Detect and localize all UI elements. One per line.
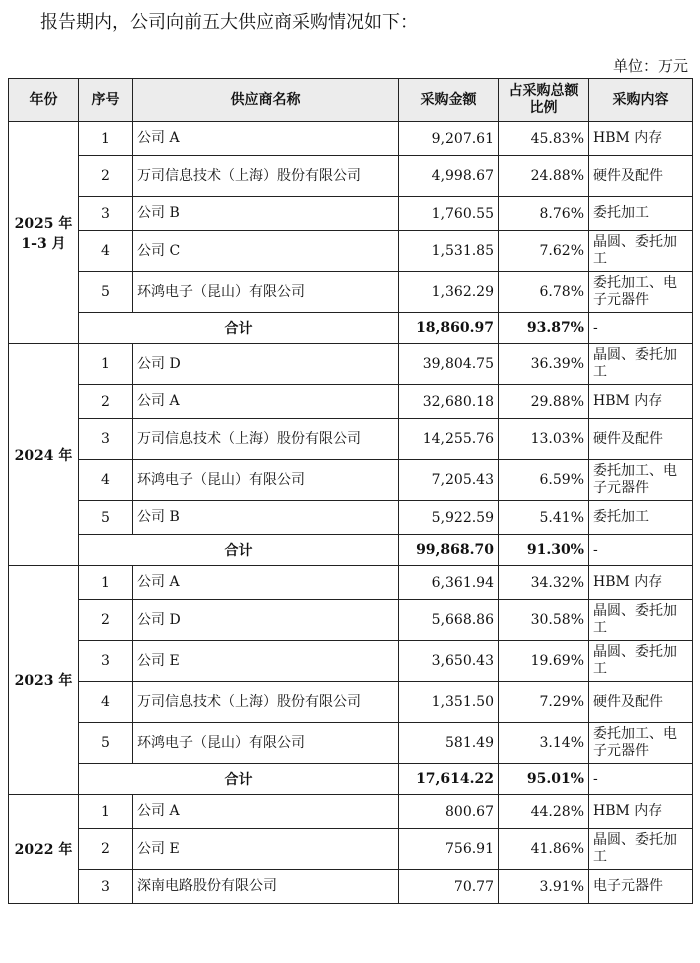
index-cell: 3 [79,197,133,231]
content-cell: 委托加工、电子元器件 [589,723,693,764]
index-cell: 2 [79,385,133,419]
content-cell: HBM 内存 [589,385,693,419]
amount-cell: 1,531.85 [399,231,499,272]
total-amount: 18,860.97 [399,313,499,344]
index-cell: 1 [79,344,133,385]
supplier-cell: 环鸿电子（昆山）有限公司 [133,723,399,764]
total-label: 合计 [79,764,399,795]
index-cell: 3 [79,419,133,460]
table-row [9,501,693,535]
supplier-cell: 公司 C [133,231,399,272]
share-cell: 7.62% [499,231,589,272]
table-row [9,344,693,385]
content-cell: 晶圆、委托加工 [589,829,693,870]
supplier-cell: 公司 B [133,197,399,231]
index-cell: 4 [79,682,133,723]
share-cell: 7.29% [499,682,589,723]
year-cell: 2022 年 [9,795,79,904]
table-row [9,723,693,764]
share-cell: 6.59% [499,460,589,501]
total-content: - [589,313,693,344]
content-cell: 晶圆、委托加工 [589,641,693,682]
amount-cell: 1,351.50 [399,682,499,723]
share-cell: 3.91% [499,870,589,904]
content-cell: 委托加工 [589,501,693,535]
supplier-cell: 公司 A [133,566,399,600]
content-cell: 硬件及配件 [589,419,693,460]
year-cell: 2025 年 1-3 月 [9,122,79,344]
index-cell: 5 [79,501,133,535]
table-header-row [9,79,693,122]
share-cell: 5.41% [499,501,589,535]
amount-cell: 4,998.67 [399,156,499,197]
header-content: 采购内容 [589,79,693,122]
table-row [9,272,693,313]
share-cell: 44.28% [499,795,589,829]
index-cell: 5 [79,272,133,313]
top-suppliers-table [8,78,693,904]
amount-cell: 6,361.94 [399,566,499,600]
year-cell: 2024 年 [9,344,79,566]
table-row [9,829,693,870]
index-cell: 1 [79,122,133,156]
content-cell: 委托加工、电子元器件 [589,460,693,501]
year-cell: 2023 年 [9,566,79,795]
amount-cell: 5,922.59 [399,501,499,535]
index-cell: 1 [79,795,133,829]
table-row [9,566,693,600]
amount-cell: 32,680.18 [399,385,499,419]
content-cell: 电子元器件 [589,870,693,904]
amount-cell: 1,760.55 [399,197,499,231]
supplier-cell: 深南电路股份有限公司 [133,870,399,904]
supplier-cell: 环鸿电子（昆山）有限公司 [133,460,399,501]
table-row [9,795,693,829]
table-row [9,122,693,156]
share-cell: 8.76% [499,197,589,231]
content-cell: HBM 内存 [589,566,693,600]
content-cell: 硬件及配件 [589,156,693,197]
supplier-cell: 公司 B [133,501,399,535]
content-cell: 委托加工、电子元器件 [589,272,693,313]
share-cell: 3.14% [499,723,589,764]
index-cell: 4 [79,231,133,272]
amount-cell: 1,362.29 [399,272,499,313]
amount-cell: 39,804.75 [399,344,499,385]
amount-cell: 14,255.76 [399,419,499,460]
share-cell: 29.88% [499,385,589,419]
index-cell: 2 [79,156,133,197]
content-cell: 晶圆、委托加工 [589,231,693,272]
content-cell: HBM 内存 [589,795,693,829]
table-row [9,419,693,460]
total-row [9,535,693,566]
supplier-cell: 万司信息技术（上海）股份有限公司 [133,156,399,197]
supplier-cell: 公司 A [133,385,399,419]
index-cell: 3 [79,870,133,904]
amount-cell: 70.77 [399,870,499,904]
header-year: 年份 [9,79,79,122]
index-cell: 4 [79,460,133,501]
total-row [9,764,693,795]
share-cell: 6.78% [499,272,589,313]
total-share: 91.30% [499,535,589,566]
header-amount: 采购金额 [399,79,499,122]
content-cell: 硬件及配件 [589,682,693,723]
share-cell: 24.88% [499,156,589,197]
share-cell: 45.83% [499,122,589,156]
share-cell: 41.86% [499,829,589,870]
supplier-cell: 公司 A [133,795,399,829]
total-content: - [589,535,693,566]
amount-cell: 581.49 [399,723,499,764]
index-cell: 1 [79,566,133,600]
table-row [9,197,693,231]
table-row [9,385,693,419]
supplier-cell: 环鸿电子（昆山）有限公司 [133,272,399,313]
share-cell: 13.03% [499,419,589,460]
content-cell: 委托加工 [589,197,693,231]
total-amount: 17,614.22 [399,764,499,795]
total-label: 合计 [79,535,399,566]
table-row [9,600,693,641]
share-cell: 34.32% [499,566,589,600]
index-cell: 3 [79,641,133,682]
amount-cell: 800.67 [399,795,499,829]
share-cell: 36.39% [499,344,589,385]
table-row [9,231,693,272]
total-amount: 99,868.70 [399,535,499,566]
supplier-cell: 公司 D [133,344,399,385]
content-cell: HBM 内存 [589,122,693,156]
header-supplier: 供应商名称 [133,79,399,122]
total-share: 93.87% [499,313,589,344]
content-cell: 晶圆、委托加工 [589,344,693,385]
table-row [9,870,693,904]
supplier-cell: 万司信息技术（上海）股份有限公司 [133,419,399,460]
share-cell: 30.58% [499,600,589,641]
supplier-cell: 公司 A [133,122,399,156]
table-row [9,641,693,682]
table-row [9,156,693,197]
supplier-cell: 公司 E [133,829,399,870]
supplier-cell: 公司 D [133,600,399,641]
supplier-cell: 公司 E [133,641,399,682]
index-cell: 2 [79,600,133,641]
table-row [9,460,693,501]
amount-cell: 3,650.43 [399,641,499,682]
index-cell: 2 [79,829,133,870]
table-row [9,682,693,723]
supplier-cell: 万司信息技术（上海）股份有限公司 [133,682,399,723]
amount-cell: 756.91 [399,829,499,870]
amount-cell: 7,205.43 [399,460,499,501]
share-cell: 19.69% [499,641,589,682]
total-share: 95.01% [499,764,589,795]
content-cell: 晶圆、委托加工 [589,600,693,641]
unit-label: 单位：万元 [612,57,688,75]
index-cell: 5 [79,723,133,764]
intro-text: 报告期内，公司向前五大供应商采购情况如下： [40,12,418,33]
amount-cell: 5,668.86 [399,600,499,641]
header-share: 占采购总额比例 [499,79,589,122]
amount-cell: 9,207.61 [399,122,499,156]
total-content: - [589,764,693,795]
total-row [9,313,693,344]
total-label: 合计 [79,313,399,344]
header-index: 序号 [79,79,133,122]
